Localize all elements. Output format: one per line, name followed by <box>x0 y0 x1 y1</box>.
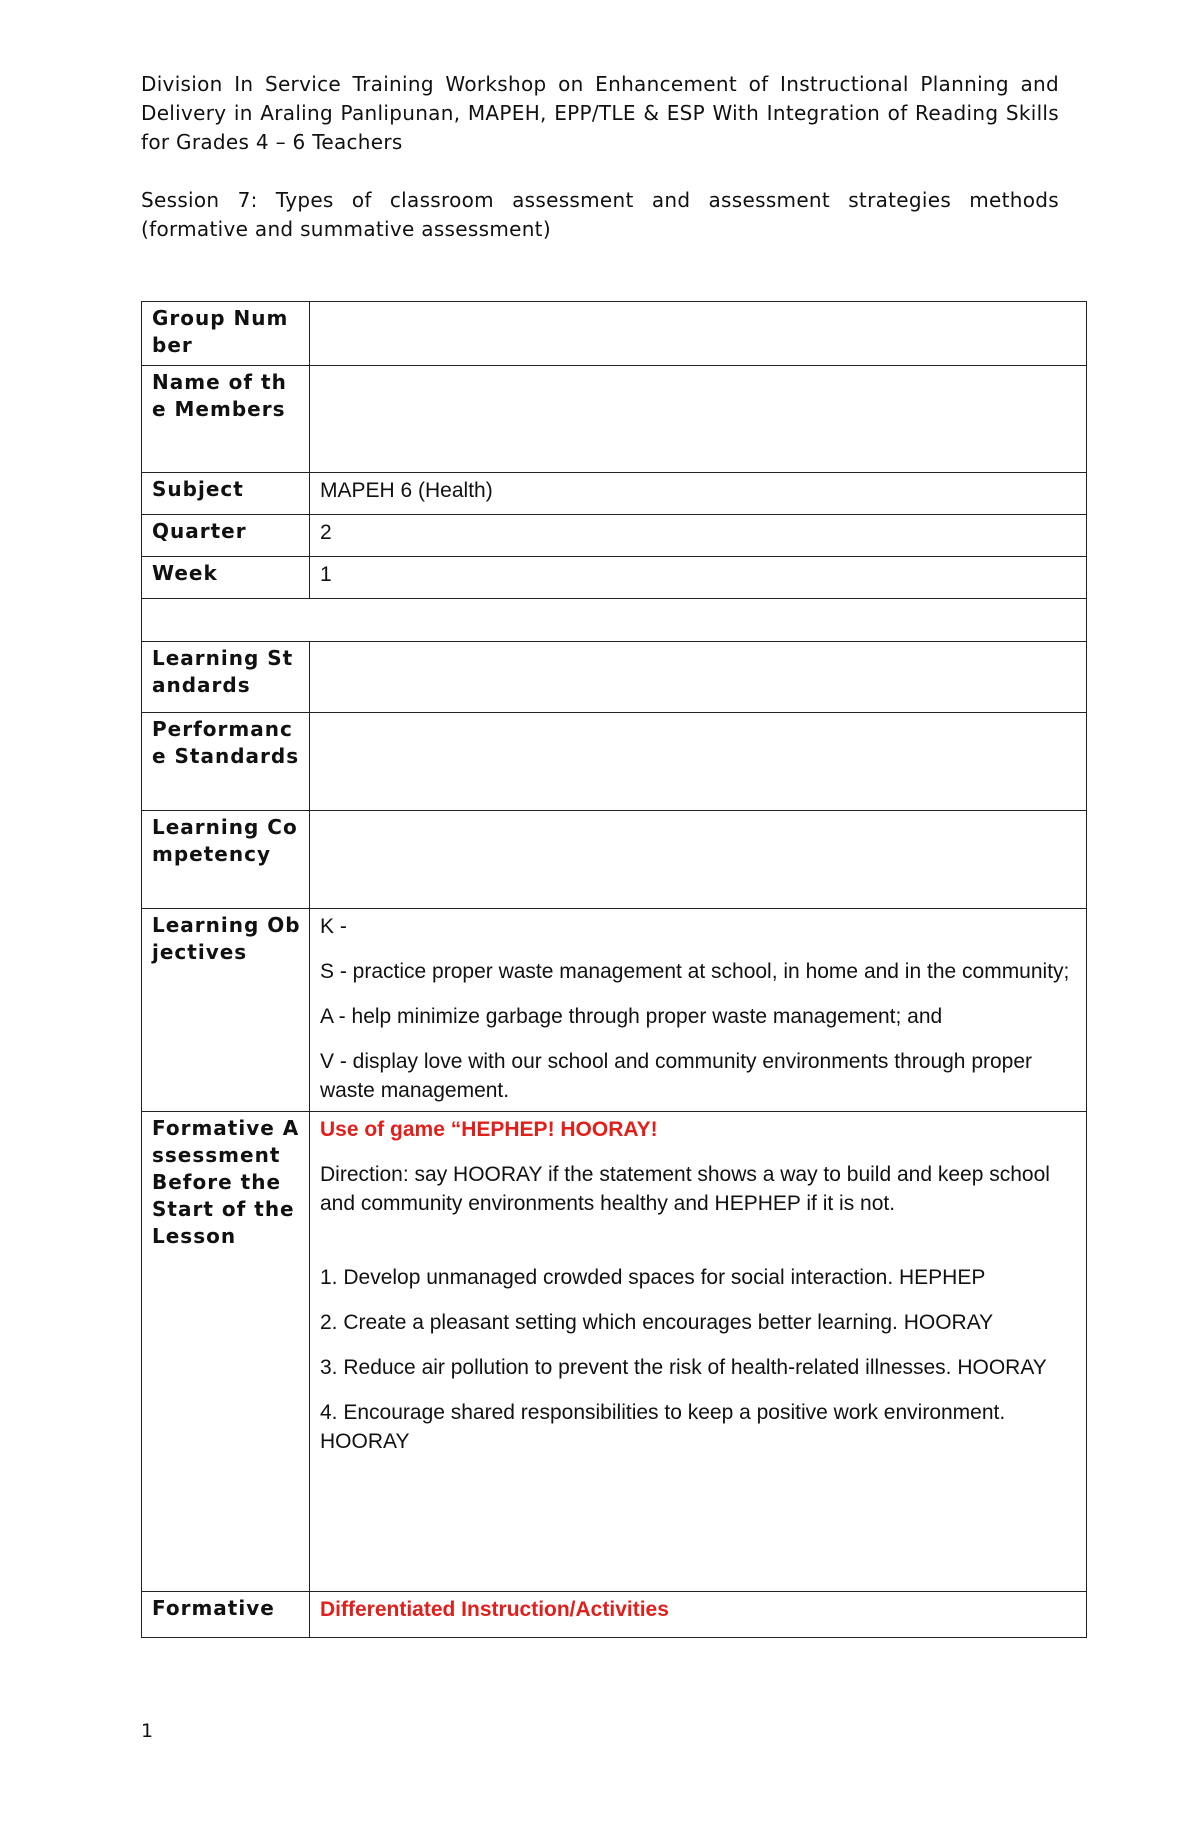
table-row-performance-standards <box>142 713 1087 811</box>
learning-standards-label: Learning Standards <box>142 642 310 713</box>
quarter-value: 2 <box>310 515 1087 557</box>
objective-v: V - display love with our school and community environments through proper waste management. <box>320 1050 1033 1102</box>
table-row-learning-standards <box>142 642 1087 713</box>
subject-label: Subject <box>142 473 310 515</box>
subject-value: MAPEH 6 (Health) <box>310 473 1087 515</box>
learning-competency-label: Learning Competency <box>142 811 310 909</box>
performance-standards-label: Performance Standards <box>142 713 310 811</box>
table-row-members <box>142 366 1087 473</box>
members-value <box>310 366 1087 473</box>
page-number: 1 <box>141 1720 154 1742</box>
table-row-subject <box>142 473 1087 515</box>
objective-s: S - practice proper waste management at school, in home and in the community; <box>320 960 1070 983</box>
learning-standards-value <box>310 642 1087 713</box>
spacer-cell <box>142 599 1087 642</box>
objective-k: K - <box>320 915 347 938</box>
formative-before-label: Formative Assessment Before the Start of the Lesson <box>142 1112 310 1592</box>
table-row-learning-competency <box>142 811 1087 909</box>
table-row-formative-during <box>142 1592 1087 1638</box>
table-row-spacer <box>142 599 1087 642</box>
lesson-plan-table <box>141 301 1087 1638</box>
formative-during-value <box>310 1592 1087 1638</box>
game-item: 3. Reduce air pollution to prevent the risk of health-related illnesses. HOORAY <box>320 1356 1047 1379</box>
game-item: 2. Create a pleasant setting which encourages better learning. HOORAY <box>320 1311 994 1334</box>
document-header <box>141 70 1059 244</box>
game-direction: Direction: say HOORAY if the statement shows a way to build and keep school and community environments healthy and HEPHEP if it is not. <box>320 1163 1050 1215</box>
table-row-week <box>142 557 1087 599</box>
differentiated-heading: Differentiated Instruction/Activities <box>320 1598 669 1621</box>
learning-competency-value <box>310 811 1087 909</box>
table-row-formative-before <box>142 1112 1087 1592</box>
quarter-label: Quarter <box>142 515 310 557</box>
table-row-learning-objectives <box>142 909 1087 1112</box>
week-value: 1 <box>310 557 1087 599</box>
objective-a: A - help minimize garbage through proper waste management; and <box>320 1005 943 1028</box>
week-label: Week <box>142 557 310 599</box>
table-row-quarter <box>142 515 1087 557</box>
performance-standards-value <box>310 713 1087 811</box>
learning-objectives-label: Learning Objectives <box>142 909 310 1112</box>
game-item: 1. Develop unmanaged crowded spaces for social interaction. HEPHEP <box>320 1266 986 1289</box>
game-item: 4. Encourage shared responsibilities to keep a positive work environment. HOORAY <box>320 1401 1006 1453</box>
group-number-label: Group Number <box>142 302 310 366</box>
formative-before-value <box>310 1112 1087 1592</box>
game-heading: Use of game “HEPHEP! HOORAY! <box>320 1118 658 1141</box>
session-title: Session 7: Types of classroom assessment and assessment strategies methods (formative and summative assessment) <box>141 188 1059 241</box>
learning-objectives-value <box>310 909 1087 1112</box>
group-number-value <box>310 302 1087 366</box>
formative-during-label: Formative <box>142 1592 310 1638</box>
table-row-group-number <box>142 302 1087 366</box>
document-title: Division In Service Training Workshop on Enhancement of Instructional Planning and Delivery in Araling Panlipunan, MAPEH, EPP/TLE & ESP With Integration of Reading Skills for Grades 4 – 6 Teachers <box>141 72 1059 154</box>
members-label: Name of the Members <box>142 366 310 473</box>
